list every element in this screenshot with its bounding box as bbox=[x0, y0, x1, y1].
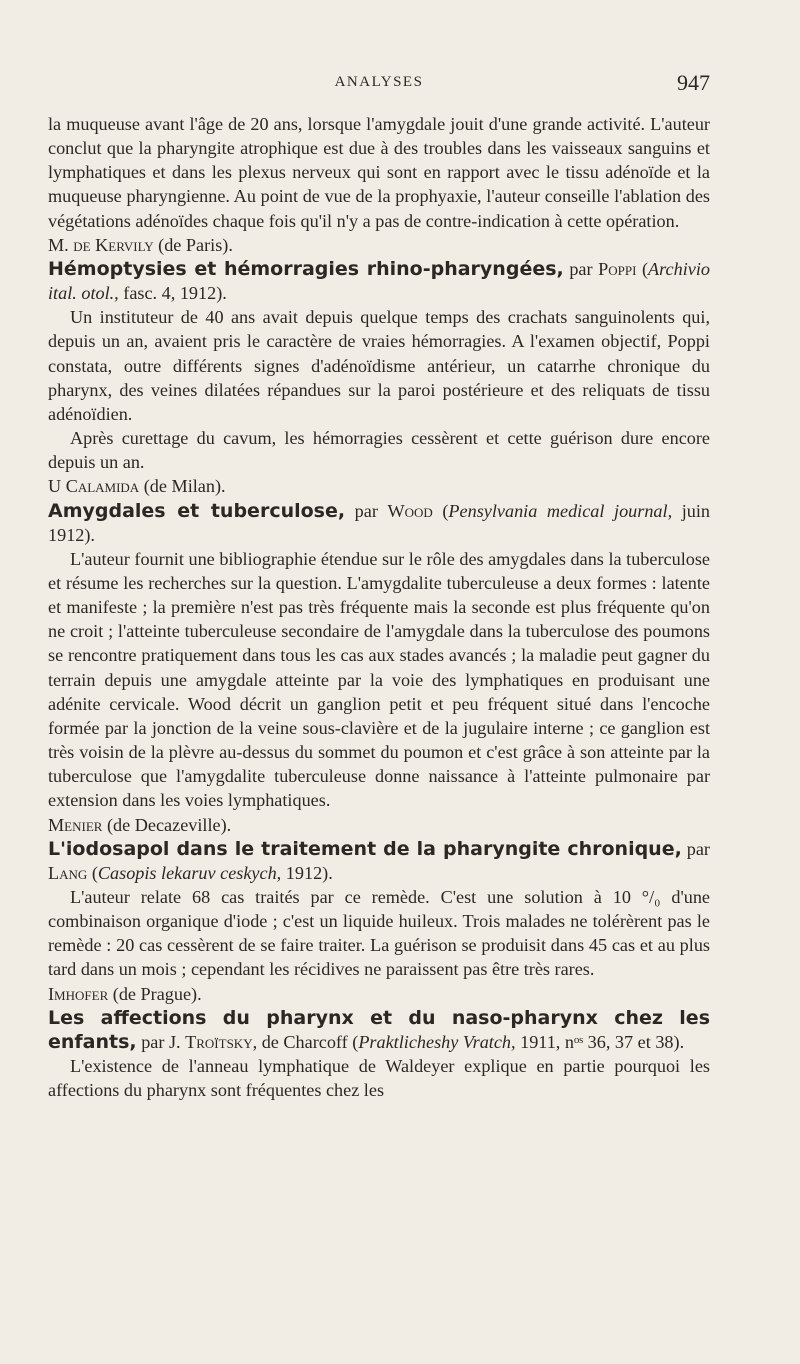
source-details: fasc. 4, 1912). bbox=[118, 283, 227, 304]
reviewer-place: (de Milan). bbox=[139, 476, 226, 497]
reviewer-initial: U bbox=[48, 476, 66, 497]
article-paragraph: Après curettage du cavum, les hémorragies cessèrent et cette guérison dure encore depuis un an. bbox=[48, 428, 710, 473]
reviewer-initial: M. bbox=[48, 234, 74, 255]
article-author: Poppi bbox=[598, 258, 637, 279]
article-by: par bbox=[563, 258, 599, 279]
article-title: Amygdales et tuberculose, bbox=[48, 499, 346, 522]
article-title: Hémoptysies et hémorragies rhino-pharyngées, bbox=[48, 257, 564, 280]
article-by: par bbox=[681, 838, 710, 859]
article-heading bbox=[48, 257, 710, 305]
reviewer-particle: de bbox=[73, 234, 96, 255]
journal-name: Pensylvania medical journal, bbox=[448, 500, 673, 521]
reviewer-place: (de Prague). bbox=[108, 983, 202, 1004]
source-details: 1912). bbox=[281, 862, 333, 883]
source-open: ( bbox=[636, 258, 649, 279]
reviewer-signature bbox=[48, 982, 710, 1006]
page-header bbox=[48, 70, 710, 98]
reviewer-name: Kervily bbox=[95, 234, 154, 255]
article-paragraph: Un instituteur de 40 ans avait depuis quelque temps des crachats sanguinolents qui, depuis un an, avaient pris le caractère de vraies hémorragies. A l'examen objectif, Poppi constata, outre différents signes d'adénoïdisme antérieur, un catarrhe chronique du pharynx, des veines dilatées répandues sur la paroi postérieure et des reliquats de tissu adénoïdien. bbox=[48, 307, 710, 424]
journal-name: Casopis lekaruv ceskych, bbox=[97, 862, 282, 883]
reviewer-signature bbox=[48, 813, 710, 837]
continued-paragraph: la muqueuse avant l'âge de 20 ans, lorsque l'amygdale jouit d'une grande activité. L'auteur conclut que la pharyngite atrophique est due à des troubles dans les vaisseaux sanguins et lymphatiques et dans les plexus nerveux qui sont en rapport avec le tissu adénoïde et la muqueuse pharyngienne. Au point de vue de la prophyaxie, l'auteur conseille l'ablation des végétations adénoïdes chaque fois qu'il n'y a pas de contre-indication à cette opération. bbox=[48, 114, 710, 231]
article-title: Les affections du pharynx et du naso-pharynx chez les enfants, bbox=[48, 1006, 710, 1053]
reviewer-name: Imhofer bbox=[48, 983, 109, 1004]
reviewer-name: Calamida bbox=[65, 476, 140, 497]
article-paragraph: L'existence de l'anneau lymphatique de Waldeyer explique en partie pourquoi les affections du pharynx sont fréquentes chez les bbox=[48, 1056, 710, 1101]
article-by: par J. bbox=[136, 1031, 186, 1052]
article-author: Lang bbox=[48, 862, 88, 883]
article-title: L'iodosapol dans le traitement de la pharyngite chronique, bbox=[48, 837, 682, 860]
page-body bbox=[48, 112, 710, 1102]
reviewer-name: Menier bbox=[48, 814, 103, 835]
article-paragraph: L'auteur relate 68 cas traités par ce remède. C'est une solution à 10 °/₀ d'une combinaison organique d'iode ; c'est un liquide huileux. Trois malades ne tolérèrent pas le remède : 20 cas cessèrent de se faire traiter. La guérison se produisit dans 45 cas et au plus tard dans un mois ; cependant les récidives ne paraissent pas être très rares. bbox=[48, 887, 710, 980]
article-author: Wood bbox=[387, 500, 433, 521]
article-by: par bbox=[345, 500, 388, 521]
reviewer-place: (de Paris). bbox=[153, 234, 233, 255]
article-heading bbox=[48, 499, 710, 547]
article-heading bbox=[48, 1006, 710, 1054]
article-paragraph: L'auteur fournit une bibliographie étendue sur le rôle des amygdales dans la tuberculose et résume les recherches sur la question. L'amygdalite tuberculeuse a deux formes : latente et manifeste ; la première n'est pas très fréquente mais la seconde est plus fréquente qu'on ne croit ; l'atteinte tuberculeuse secondaire de l'amygdale dans la tuberculose des poumons se rencontre pratiquement dans tous les cas aux stades avancés ; la maladie peut gagner du terrain depuis une amygdale atteinte par la voie des lymphatiques en produisant une adénite cervicale. Wood décrit un ganglion petit et peu fréquent situé dans l'encoche formée par la jonction de la veine sous-clavière et de la jugulaire interne ; ce ganglion est très voisin de la plèvre au-dessus du sommet du poumon et c'est grâce à son atteinte par la tuberculose que l'amygdalite tuberculeuse donne naissance à l'atteinte pulmonaire par extension dans les voies lymphatiques. bbox=[48, 548, 710, 811]
reviewer-signature bbox=[48, 233, 710, 257]
article-author: Troïtsky bbox=[185, 1031, 253, 1052]
running-title: ANALYSES bbox=[334, 74, 424, 90]
source-details: 1911, nᵒˢ 36, 37 et 38). bbox=[515, 1031, 685, 1052]
source-details: juin 1912). bbox=[48, 500, 710, 545]
journal-name: Praktlicheshy Vratch, bbox=[358, 1031, 516, 1052]
source-open: ( bbox=[432, 500, 449, 521]
article-heading bbox=[48, 837, 710, 885]
journal-name: Archivio ital. otol., bbox=[48, 258, 710, 304]
reviewer-place: (de Decazeville). bbox=[102, 814, 232, 835]
page-number: 947 bbox=[677, 70, 710, 95]
reviewer-signature bbox=[48, 474, 710, 498]
source-open: , de Charcoff ( bbox=[252, 1031, 359, 1052]
source-open: ( bbox=[87, 862, 98, 883]
